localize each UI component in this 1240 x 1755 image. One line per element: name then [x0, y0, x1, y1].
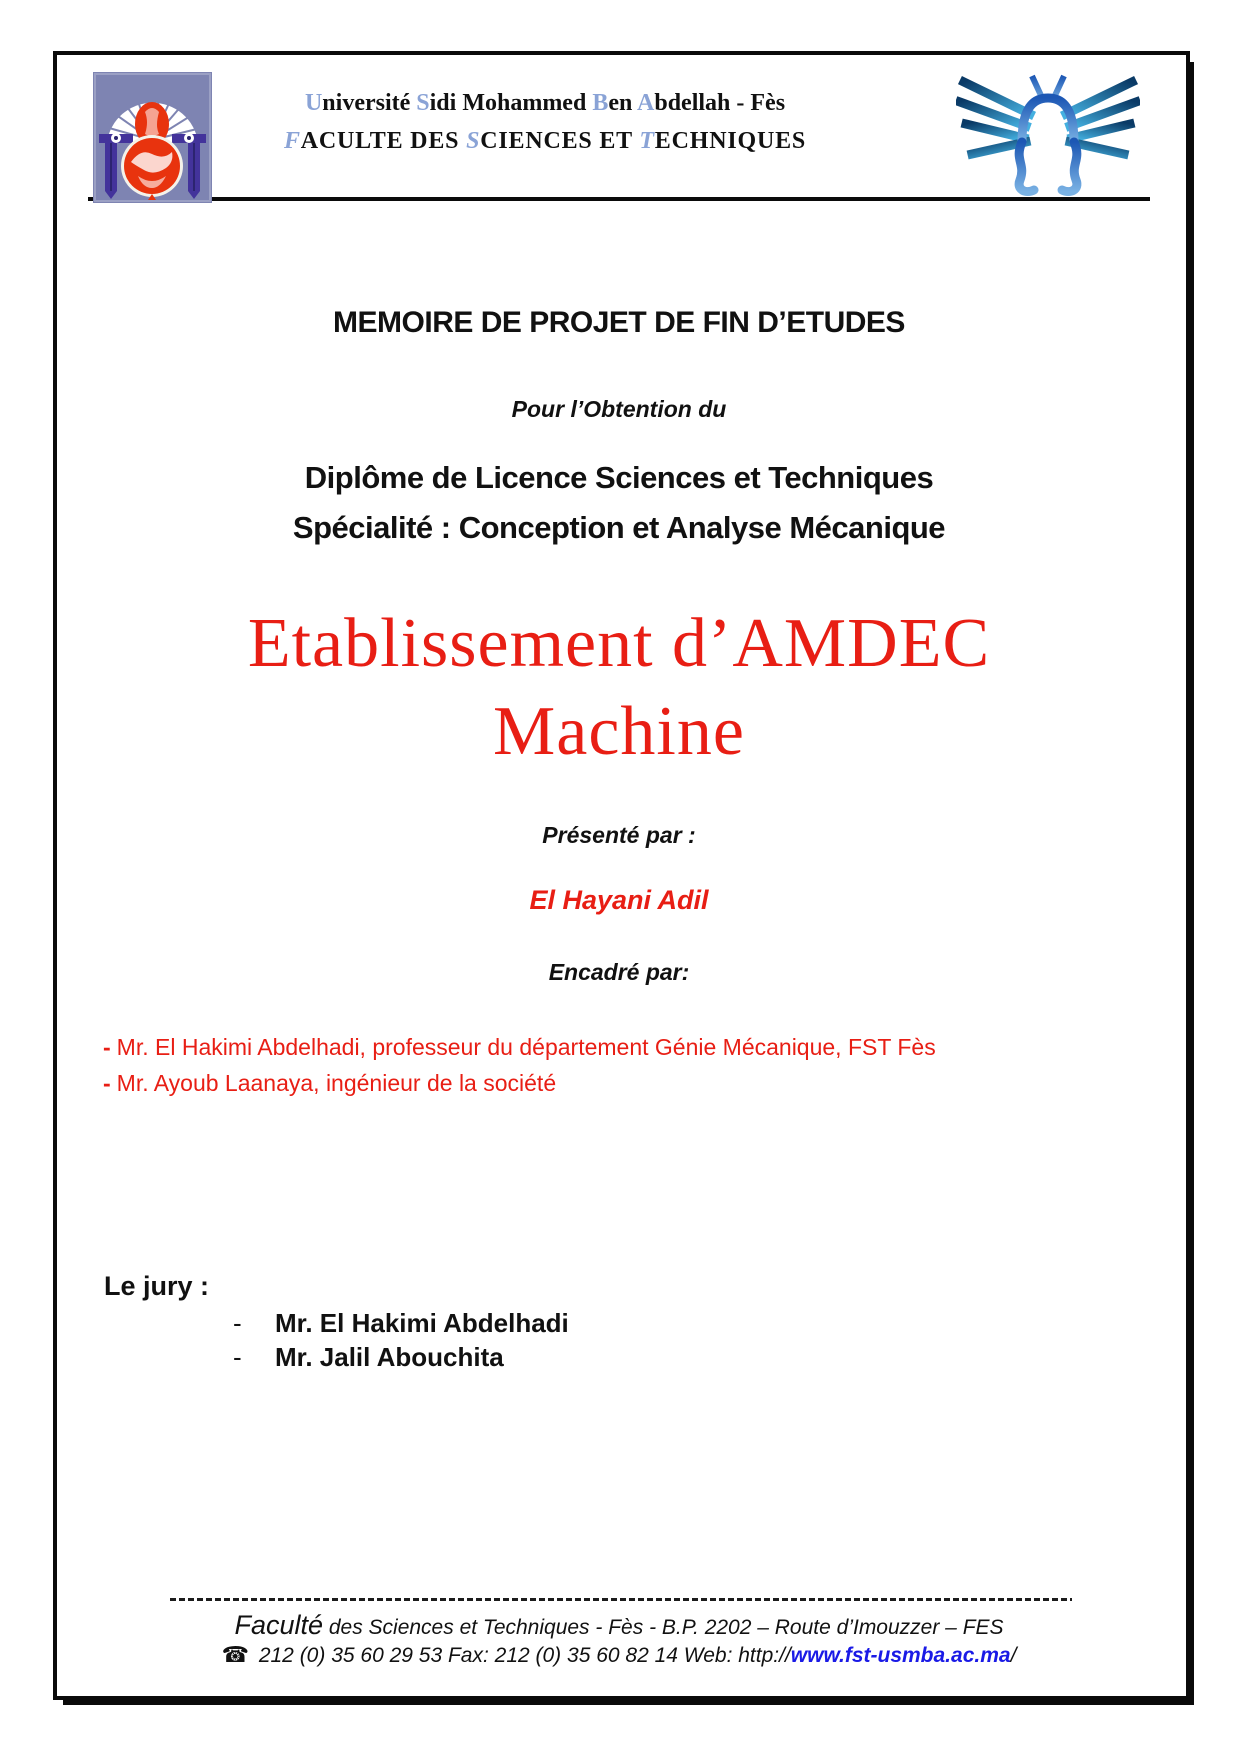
obtention-subtitle: Pour l’Obtention du — [511, 396, 727, 422]
jury-member: - Mr. El Hakimi Abdelhadi — [233, 1308, 569, 1338]
supervisor-item: - Mr. Ayoub Laanaya, ingénieur de la société — [103, 1070, 557, 1096]
usmba-logo — [93, 72, 212, 203]
project-title — [88, 600, 1150, 776]
diploma-block — [88, 453, 1150, 553]
project-title-line1: Etablissement d’AMDEC — [247, 605, 991, 682]
supervisor-item: - Mr. El Hakimi Abdelhadi, professeur du département Génie Mécanique, FST Fès — [103, 1034, 936, 1060]
jury-list — [233, 1306, 569, 1374]
fst-logo-icon — [956, 68, 1140, 200]
diploma-line1: Diplôme de Licence Sciences et Techniques — [304, 460, 934, 495]
website-link[interactable]: www.fst-usmba.ac.ma — [790, 1644, 1011, 1667]
footer-contact: ☎ 212 (0) 35 60 29 53 Fax: 212 (0) 35 60 82 14 Web: http://www.fst-usmba.ac.ma/ — [221, 1642, 1017, 1667]
header-text-block — [235, 84, 855, 160]
author-name: El Hayani Adil — [529, 885, 709, 915]
university-initial: U — [304, 90, 323, 116]
faculty-name: FACULTE DES SCIENCES ET TECHNIQUES — [283, 128, 807, 154]
jury-label: Le jury : — [104, 1271, 210, 1301]
footer-dashed-separator — [170, 1598, 1072, 1601]
page-border-frame — [53, 51, 1190, 1700]
memoire-title: MEMOIRE DE PROJET DE FIN D’ETUDES — [333, 306, 905, 339]
project-title-line2: Machine — [493, 693, 745, 770]
diploma-line2: Spécialité : Conception et Analyse Mécanique — [292, 510, 946, 545]
fst-logo — [956, 68, 1140, 200]
jury-member: - Mr. Jalil Abouchita — [233, 1342, 504, 1372]
university-name: Université Sidi Mohammed Ben Abdellah - Fès — [304, 90, 786, 116]
footer-address: Faculté des Sciences et Techniques - Fès - B.P. 2202 – Route d’Imouzzer – FES — [234, 1610, 1004, 1640]
supervised-by-label: Encadré par: — [548, 959, 690, 985]
supervisors-list — [103, 1029, 1103, 1101]
presented-by-label: Présenté par : — [542, 822, 696, 848]
phone-icon: ☎ — [221, 1642, 249, 1667]
usmba-emblem-icon — [93, 72, 212, 203]
footer-faculty-word: Faculté — [234, 1610, 323, 1640]
